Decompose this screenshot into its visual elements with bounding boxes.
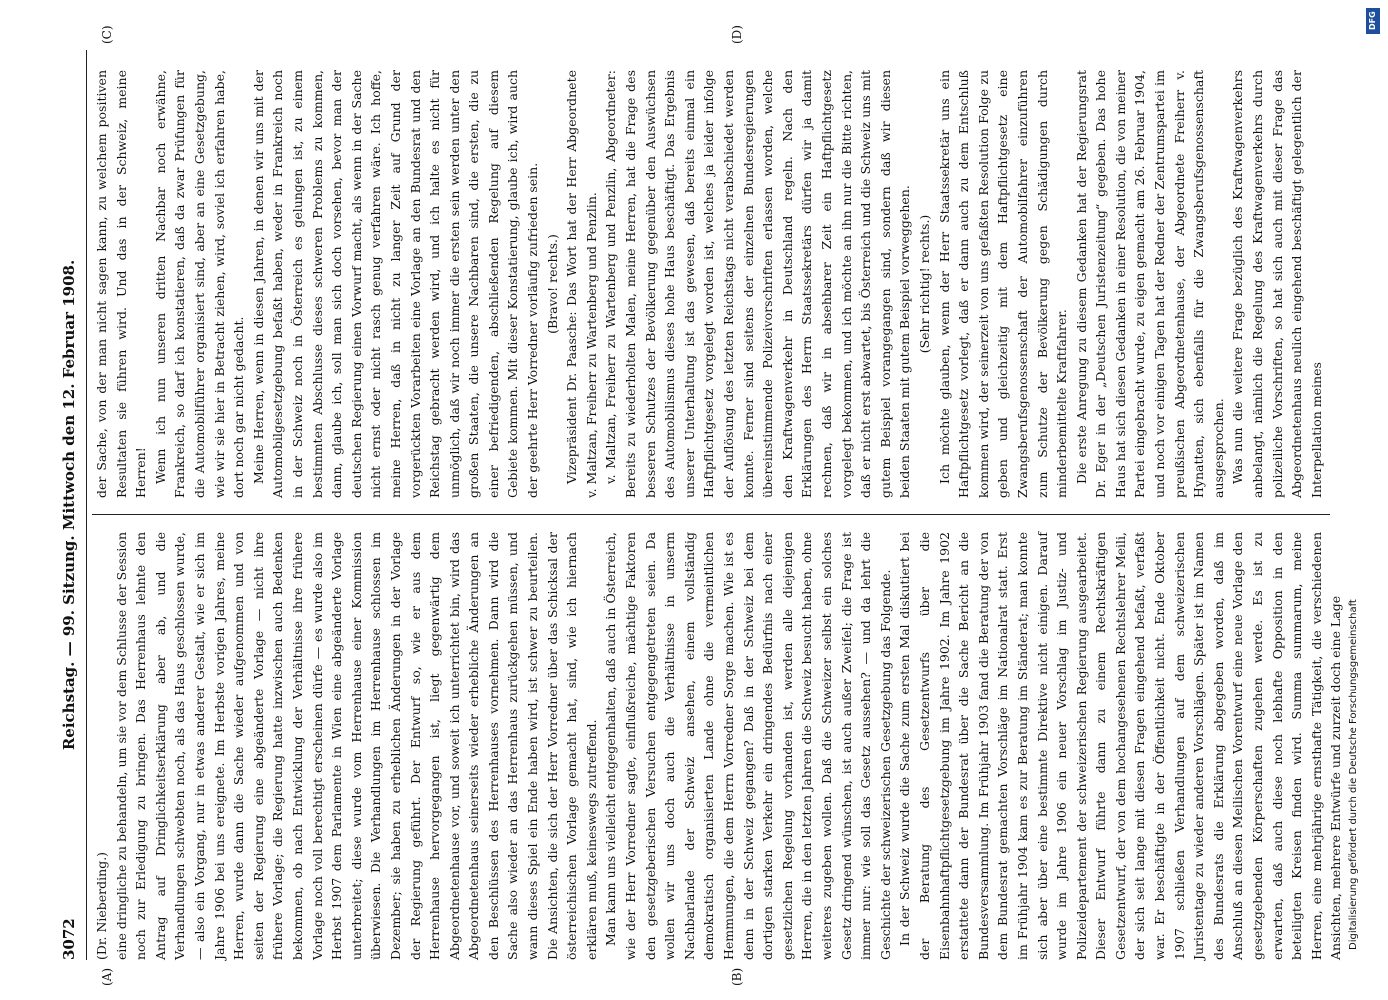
left-paragraph-2: Man kann uns vielleicht entgegenhalten, daß auch in Österreich, wie der Herr Vorredner sagte, einflußreiche, mächtige Faktoren den gesetzgeberischen Versuchen entgegengetreten seien. Da wollen wir uns doch auch die Verhältnisse in unserm Nachbarlande der Schweiz ansehen, einem vollständig demokratisch organisierten Lande ohne die vermeintlichen Hemmungen, die dem Herrn Vorredner Sorge machen. Wie ist es denn in der Schweiz gegangen? Daß in der Schweiz bei dem dortigen starken Verkehr ein dringendes Bedürfnis nach einer gesetzlichen Regelung vorhanden ist, werden alle diejenigen Herren, die in den letzten Jahren die Schweiz besucht haben, ohne weiteres zugeben wollen. Daß die Schweizer selbst ein solches Gesetz dringend wünschen, ist auch außer Zweifel; die Frage ist immer nur: wie soll das Gesetz aussehen? — und da lehrt die Geschichte der schweizerischen Gesetzgebung das Folgende. — [603, 532, 893, 960]
right-paragraph-2: Wenn ich nun unseren dritten Nachbar noch erwähne, Frankreich, so darf ich konstatieren, daß da zwar Prüfungen für die Automobilführer organisiert sind, aber an eine Gesetzgebung, wie wir sie hier in Betracht ziehen, wird, soviel ich erfahren habe, dort noch gar nicht gedacht. — [152, 70, 247, 498]
digitization-credit: Digitalisierung gefördert durch die Deutsche Forschungsgemeinschaft — [1348, 599, 1359, 950]
page-number: 3072 — [60, 918, 78, 960]
left-paragraph-1: eine dringliche zu behandeln, um sie vor dem Schlusse der Session noch zur Erledigung zu bringen. Das Herrenhaus lehnte den Antrag auf Dringlichkeitserklärung aber ab, und die Verhandlungen schwebten noch, als das Haus geschlossen wurde, — also ein Vorgang, nur in etwas anderer Gestalt, wie er sich im Jahre 1906 bei uns ereignete. Im Herbste vorigen Jahres, meine Herren, wurde dann die Sache wieder aufgenommen und von seiten der Regierung eine abgeänderte Vorlage — nicht ihre frühere Vorlage; die Regierung hatte inzwischen auch Bedenken bekommen, ob nach Entwicklung der Verhältnisse ihre frühere Vorlage noch voll berechtigt erscheinen dürfe — es wurde also im Herbst 1907 dem Parlamente in Wien eine abgeänderte Vorlage unterbreitet; diese wurde vom Herrenhause einer Kommission überwiesen. Die Verhandlungen im Herrenhause schlossen im Dezember; sie haben zu erheblichen Änderungen in der Vorlage der Regierung geführt. Der Entwurf so, wie er aus dem Herrenhause hervorgegangen ist, liegt gegenwärtig dem Abgeordnetenhause vor, und soweit ich unterrichtet bin, wird das Abgeordnetenhaus seinerseits wieder erhebliche Änderungen an den Beschlüssen des Herrenhauses vornehmen. Dann wird die Sache also wieder an das Herrenhaus zurückgehen müssen, und wann dieses Spiel ein Ende haben wird, ist schwer zu beurteilen. Die Ansichten, die sich der Herr Vorredner über das Schicksal der österreichischen Vorlage gemacht hat, sind, wie ich hiernach erklären muß, keineswegs zutreffend. — [113, 532, 599, 960]
applause-note-2: (Sehr richtig! rechts.) — [916, 214, 932, 354]
margin-marker-d: (D) — [730, 25, 744, 44]
margin-marker-c: (C) — [100, 25, 114, 44]
right-paragraph-7: Die erste Anregung zu diesem Gedanken hat der Regierungsrat Dr. Eger in der „Deutschen Juristenzeitung“ gegeben. Das hohe Haus hat sich diesen Gedanken in einer Resolution, die von meiner Partei eingebracht wurde, zu eigen gemacht am 26. Februar 1904, und noch vor einigen Tagen hat der Redner der Zentrumspartei im preußischen Abgeordnetenhause, der Abgeordnete Freiherr v. Hynatten, sich ebenfalls für die Zwangsberufsgenossenschaft ausgesprochen. — [1073, 70, 1226, 498]
right-paragraph-5: v. Maltzan, Freiherr zu Wartenberg und Penzlin, Abgeordneter: Bereits zu wiederholten Malen, meine Herren, hat die Frage des besseren Schutzes der Bevölkerung gegenüber den Auswüchsen des Automobilismus dieses hohe Haus beschäftigt. Das Ergebnis unserer Unterhaltung ist das gewesen, daß bereits einmal ein Haftpflichtgesetz vorgelegt worden ist, welches ja leider infolge der Auflösung des letzten Reichstags nicht verabschiedet werden konnte. Ferner sind seitens der einzelnen Bundesregierungen übereinstimmende Polizeivorschriften erlassen worden, welche den Kraftwagenverkehr in Deutschland regeln. Nach den Erklärungen des Herrn Staatssekretärs dürfen wir ja damit rechnen, daß wir in absehbarer Zeit ein Haftpflichtgesetz vorgelegt bekommen, und ich möchte an ihn nur die Bitte richten, daß er nicht erst abwartet, bis Österreich und die Schweiz uns mit gutem Beispiel vorangegangen sind, sondern daß wir diesen beiden Staaten mit gutem Beispiel vorweggehen. — [603, 70, 913, 498]
right-paragraph-8: Was nun die weitere Frage bezüglich des Kraftwagenverkehrs anbelangt, nämlich die Regelung des Kraftwagenverkehrs durch polizeiliche Vorschriften, so hat sich auch mit dieser Frage das Abgeordnetenhaus neulich eingehend beschäftigt gelegentlich der Interpellation meines — [1230, 70, 1324, 498]
page-title: Reichstag. — 99. Sitzung. Mittwoch den 12. Februar 1908. — [60, 259, 78, 751]
speaker-note: (Dr. Nieberding.) — [94, 851, 109, 960]
column-divider — [92, 514, 1330, 515]
left-paragraph-3: In der Schweiz wurde die Sache zum ersten Mal diskutiert bei der Beratung des Gesetzentwurfs über die Eisenbahnhaftpflichtgesetzgebung im Jahre 1902. Im Jahre 1902 erstattete dann der Bundesrat über die Sache Bericht an die Bundesversammlung. Im Frühjahr 1903 fand die Beratung der von dem Bundesrat gemachten Vorschläge im Nationalrat statt. Erst im Frühjahr 1904 kam es zur Beratung im Ständerat; man konnte sich aber über eine bestimmte Direktive nicht einigen. Darauf wurde im Jahre 1906 ein neuer Vorschlag im Justiz- und Polizeidepartement der schweizerischen Regierung ausgearbeitet. Dieser Entwurf führte dann zu einem Rechtskräftigen Gesetzentwurf, der von dem hochangesehenen Rechtslehrer Meili, der sich seit lange mit diesen Fragen eingehend befaßt, verfaßt war. Er beschäftigte in der Öffentlichkeit nicht. Ende Oktober 1907 schließen Verhandlungen auf dem schweizerischen Juristentage zu wieder anderen Vorschlägen. Später ist im Namen des Bundesrats die Erklärung abgegeben worden, daß im Anschluß an diesen Meilischen Vorentwurf eine neue Vorlage den gesetzgebenden Körperschaften zugehen werde. Es ist zu erwarten, daß auch diese noch lebhafte Opposition in den beteiligten Kreisen finden wird. Summa summarum, meine Herren, eine mehrjährige ernsthafte Tätigkeit, die verschiedenen Ansichten, mehrere Entwürfe und zurzeit doch eine Lage — [897, 532, 1344, 960]
right-paragraph-3: Meine Herren, wenn in diesen Jahren, in denen wir uns mit der Automobilgesetzgebung befaßt haben, weder in Frankreich noch in der Schweiz noch in Österreich es gelungen ist, zu einem bestimmten Abschlusse dieses schweren Problems zu kommen, dann, glaube ich, soll man sich doch vorsehen, bevor man der deutschen Regierung einen Vorwurf macht, als wenn in der Sache nicht ernst oder nicht rasch genug verfahren wäre. Ich hoffe, meine Herren, daß in nicht zu langer Zeit auf Grund der vorgerückten Vorarbeiten eine Vorlage an den Bundesrat und den Reichstag gebracht werden wird, und ich halte es nicht für unmöglich, daß wir noch immer die ersten sein werden unter den großen Staaten, die unsere Nachbaren sind, die ersten, die zu einer befriedigenden, abschließenden Regelung auf diesem Gebiete kommen. Mit dieser Konstatierung, glaube ich, wird auch der geehrte Herr Vorredner vorläufig zufrieden sein. — [250, 70, 541, 498]
dfg-logo: DFG — [1366, 8, 1380, 34]
applause-note: (Bravo! rechts.) — [544, 234, 560, 334]
right-paragraph-4: Vizepräsident Dr. Paasche: Das Wort hat der Herr Abgeordnete v. Maltzan, Freiherr zu Wartenberg und Penzlin. — [564, 70, 599, 498]
margin-marker-a: (A) — [100, 967, 114, 986]
margin-marker-b: (B) — [730, 967, 744, 986]
right-paragraph-1: der Sache, von der man nicht sagen kann, zu welchem positiven Resultaten sie führen wird. Und das in der Schweiz, meine Herren! — [94, 70, 149, 498]
right-column — [92, 70, 1330, 498]
left-column — [92, 532, 1344, 960]
rotated-page — [60, 25, 1344, 986]
header-rule — [86, 50, 87, 960]
digitization-sidenote — [1348, 30, 1388, 950]
right-paragraph-6: Ich möchte glauben, wenn der Herr Staatssekretär uns ein Haftpflichtgesetz vorlegt, daß er dann auch zu dem Entschluß kommen wird, der seinerzeit von uns gefaßten Resolution Folge zu geben und gleichzeitig mit dem Haftpflichtgesetz eine Zwangsberufsgenossenschaft der Automobilfahrer einzuführen zum Schutze der Bevölkerung gegen Schädigungen durch minderbemittelte Kraftfahrer. — [936, 70, 1070, 498]
page-header — [60, 50, 84, 960]
